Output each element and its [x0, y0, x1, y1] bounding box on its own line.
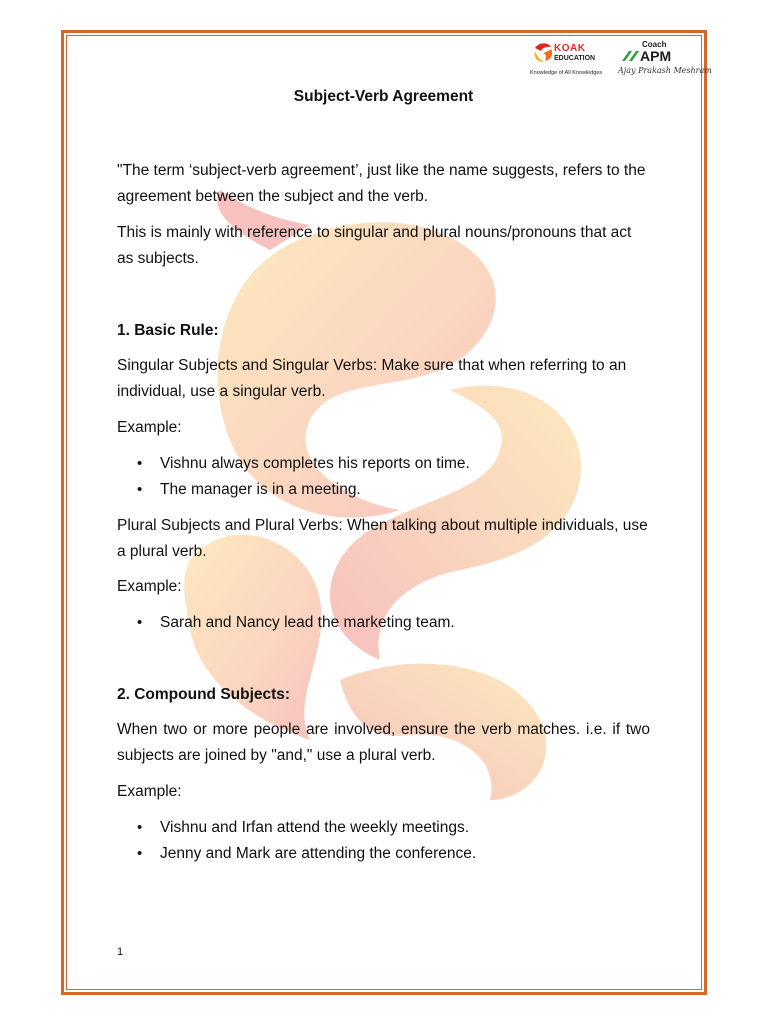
header-logos — [530, 40, 712, 86]
list-item: • Sarah and Nancy lead the marketing team. — [117, 610, 650, 636]
list-item: • Jenny and Mark are attending the conference. — [117, 841, 650, 867]
apm-signature: Ajay Prakash Meshram — [618, 66, 712, 75]
section-1-plural-text: Plural Subjects and Plural Verbs: When talking about multiple individuals, use a plural verb. — [117, 517, 648, 560]
plural-examples-list — [117, 610, 650, 636]
section-1-singular-text: Singular Subjects and Singular Verbs: Make sure that when referring to an individual, use a singular verb. — [117, 357, 627, 400]
page-number: 1 — [117, 946, 124, 958]
example-label: Example: — [117, 578, 182, 595]
list-item: • Vishnu always completes his reports on time. — [117, 451, 650, 477]
list-item: • The manager is in a meeting. — [117, 477, 650, 503]
apm-slash-icon — [620, 50, 640, 62]
apm-coach-label: Coach — [642, 40, 667, 49]
intro-paragraph-2: This is mainly with reference to singular and plural nouns/pronouns that act as subjects. — [117, 224, 632, 267]
apm-name: APM — [640, 48, 672, 64]
list-item: • Vishnu and Irfan attend the weekly meetings. — [117, 815, 650, 841]
document-title: Subject-Verb Agreement — [293, 88, 474, 105]
koak-name: KOAK — [554, 43, 586, 54]
koak-logo — [530, 40, 603, 84]
apm-logo — [616, 40, 712, 84]
compound-examples-list — [117, 815, 650, 867]
koak-subtitle: EDUCATION — [554, 55, 596, 62]
section-1-heading: 1. Basic Rule: — [117, 322, 219, 339]
singular-examples-list — [117, 451, 650, 503]
section-2-text: When two or more people are involved, ensure the verb matches. i.e. if two subjects are joined by "and," use a plural verb. — [117, 721, 650, 764]
koak-emblem-icon — [532, 42, 554, 64]
example-label: Example: — [117, 783, 182, 800]
example-label: Example: — [117, 419, 182, 436]
section-2-heading: 2. Compound Subjects: — [117, 686, 291, 703]
koak-tagline: Knowledge of All Knowledges — [530, 70, 603, 76]
intro-paragraph-1: "The term ‘subject-verb agreement’, just like the name suggests, refers to the agreement between the subject and the verb. — [117, 162, 646, 205]
